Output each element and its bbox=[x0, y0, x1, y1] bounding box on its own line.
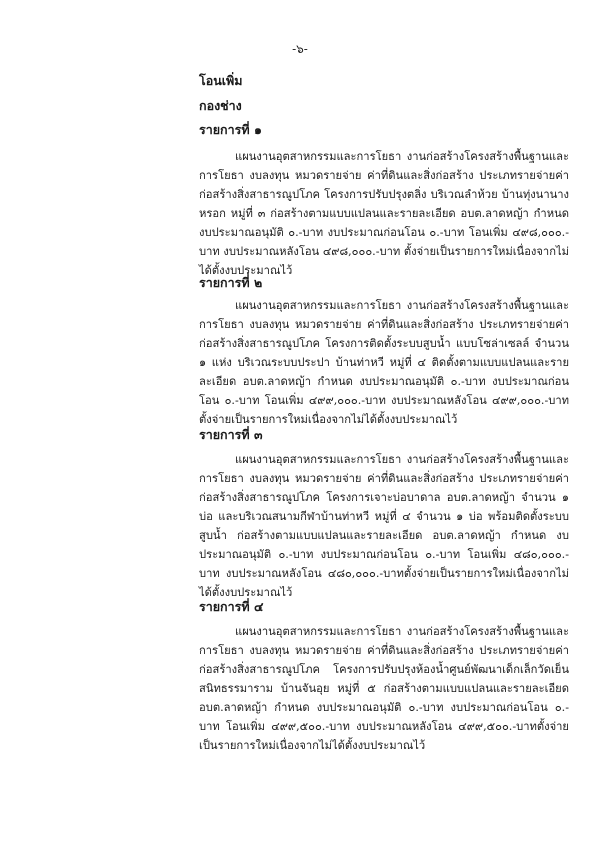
item-1-title: รายการที่ ๑ bbox=[199, 122, 262, 137]
page-number: -๖- bbox=[292, 42, 308, 56]
item-3-title: รายการที่ ๓ bbox=[199, 427, 263, 442]
item-2-title: รายการที่ ๒ bbox=[199, 275, 263, 290]
item-2-text: แผนงานอุตสาหกรรมและการโยธา งานก่อสร้างโครงสร้างพื้นฐานและการโยธา งบลงทุน หมวดรายจ่าย ค่าที่ดินและสิ่งก่อสร้าง ประเภทรายจ่ายค่าก่อสร้างสิ่งสาธารณูปโภค โครงการติดตั้งระบบสูบน้ำ แบบโซล่าเซลล์ จำนวน ๑ แห่ง บริเวณระบบประปา บ้านท่าหวี หมู่ที่ ๔ ติดตั้งตามแบบแปลนและรายละเอียด อบต.ลาดหญ้า กำหนด งบประมาณอนุมัติ ๐.-บาท งบประมาณก่อนโอน ๐.-บาท โอนเพิ่ม ๔๙๙,๐๐๐.-บาท งบประมาณหลังโอน ๔๙๙,๐๐๐.-บาท ตั้งจ่ายเป็นรายการใหม่เนื่องจากไม่ได้ตั้งงบประมาณไว้ bbox=[199, 299, 569, 426]
item-1-text: แผนงานอุตสาหกรรมและการโยธา งานก่อสร้างโครงสร้างพื้นฐานและการโยธา งบลงทุน หมวดรายจ่าย ค่าที่ดินและสิ่งก่อสร้าง ประเภทรายจ่ายค่าก่อสร้างสิ่งสาธารณูปโภค โครงการปรับปรุงตลิ่ง บริเวณลำห้วย บ้านทุ่งนานางหรอก หมู่ที่ ๓ ก่อสร้างตามแบบแปลนและรายละเอียด อบต.ลาดหญ้า กำหนด งบประมาณอนุมัติ ๐.-บาท งบประมาณก่อนโอน ๐.-บาท โอนเพิ่ม ๔๙๘,๐๐๐.-บาท งบประมาณหลังโอน ๔๙๘,๐๐๐.-บาท ตั้งจ่ายเป็นรายการใหม่เนื่องจากไม่ได้ตั้งงบประมาณไว้ bbox=[199, 150, 569, 277]
heading-division: กองช่าง bbox=[199, 98, 242, 113]
item-4-text: แผนงานอุตสาหกรรมและการโยธา งานก่อสร้างโครงสร้างพื้นฐานและการโยธา งบลงทุน หมวดรายจ่าย ค่าที่ดินและสิ่งก่อสร้าง ประเภทรายจ่ายค่าก่อสร้างสิ่งสาธารณูปโภค โครงการปรับปรุงห้องน้ำศูนย์พัฒนาเด็กเล็กวัดเย็นสนิทธรรมาราม บ้านจันอุย หมู่ที่ ๕ ก่อสร้างตามแบบแปลนและรายละเอียด อบต.ลาดหญ้า กำหนด งบประมาณอนุมัติ ๐.-บาท งบประมาณก่อนโอน ๐.-บาท โอนเพิ่ม ๔๙๙,๕๐๐.-บาท งบประมาณหลังโอน ๔๙๙,๕๐๐.-บาทตั้งจ่ายเป็นรายการใหม่เนื่องจากไม่ได้ตั้งงบประมาณไว้ bbox=[199, 625, 569, 752]
item-4-title: รายการที่ ๔ bbox=[199, 599, 264, 614]
item-3-text: แผนงานอุตสาหกรรมและการโยธา งานก่อสร้างโครงสร้างพื้นฐานและการโยธา งบลงทุน หมวดรายจ่าย ค่าที่ดินและสิ่งก่อสร้าง ประเภทรายจ่ายค่าก่อสร้างสิ่งสาธารณูปโภค โครงการเจาะบ่อบาดาล อบต.ลาดหญ้า จำนวน ๑ บ่อ และบริเวณสนามกีฬาบ้านท่าหวี หมู่ที่ ๔ จำนวน ๑ บ่อ พร้อมติดตั้งระบบสูบน้ำ ก่อสร้างตามแบบแปลนและรายละเอียด อบต.ลาดหญ้า กำหนด งบประมาณอนุมัติ ๐.-บาท งบประมาณก่อนโอน ๐.-บาท โอนเพิ่ม ๔๘๐,๐๐๐.-บาท งบประมาณหลังโอน ๔๘๐,๐๐๐.-บาทตั้งจ่ายเป็นรายการใหม่เนื่องจากไม่ได้ตั้งงบประมาณไว้ bbox=[199, 453, 569, 599]
heading-transfer-in: โอนเพิ่ม bbox=[199, 73, 243, 88]
